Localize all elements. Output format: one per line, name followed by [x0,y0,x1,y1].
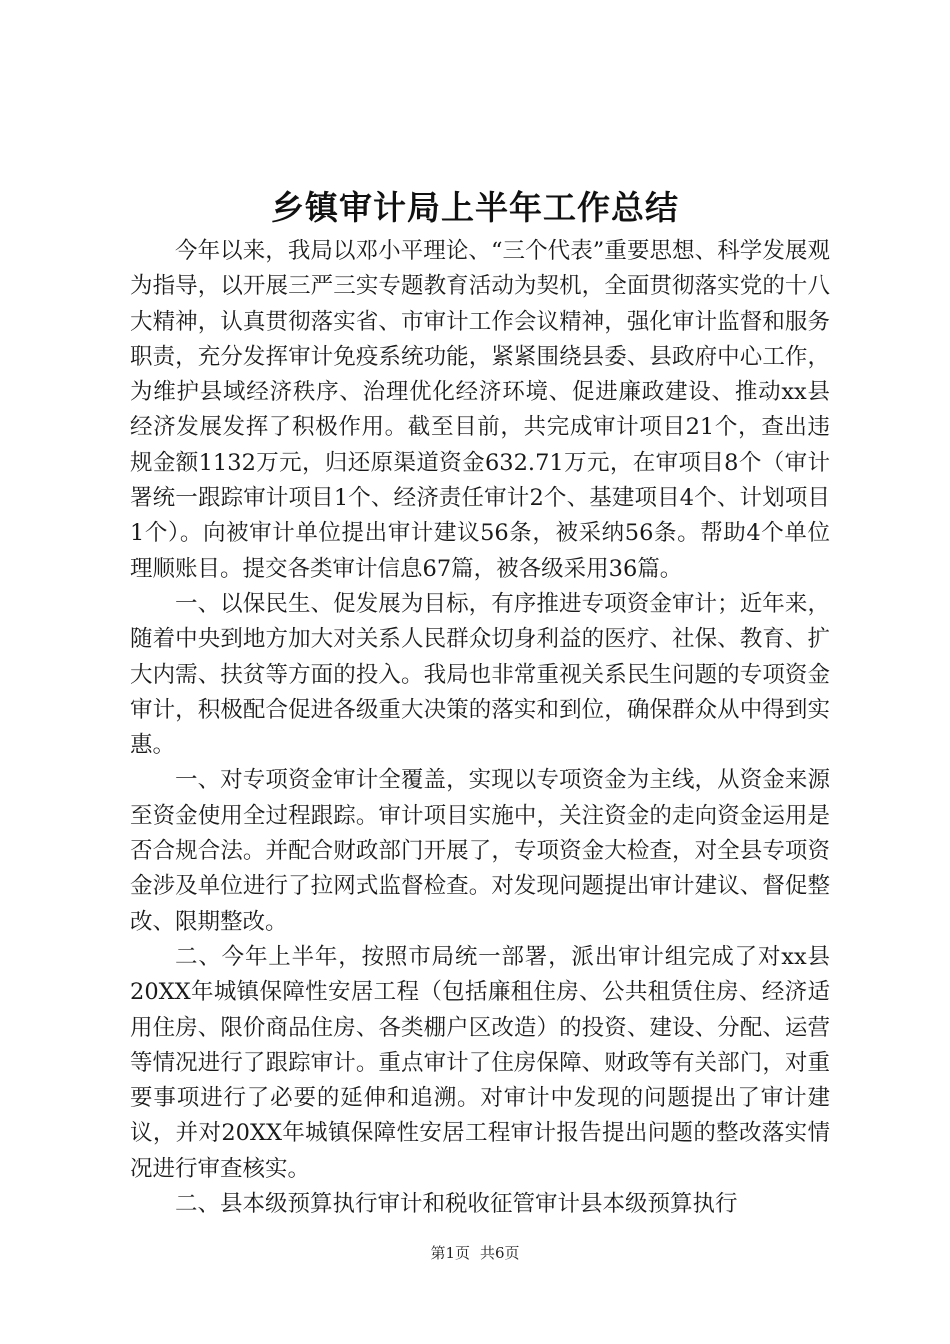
document-body [130,234,830,1222]
page-total: 共6页 [480,1244,520,1262]
paragraph-intro: 今年以来，我局以邓小平理论、“三个代表”重要思想、科学发展观为指导，以开展三严三实专题教育活动为契机，全面贯彻落实党的十八大精神，认真贯彻落实省、市审计工作会议精神，强化审计监督和服务职责，充分发挥审计免疫系统功能，紧紧围绕县委、县政府中心工作，为维护县域经济秩序、治理优化经济环境、促进廉政建设、推动xx县经济发展发挥了积极作用。截至目前，共完成审计项目21个，查出违规金额1132万元，归还原渠道资金632.71万元，在审项目8个（审计署统一跟踪审计项目1个、经济责任审计2个、基建项目4个、计划项目1个）。向被审计单位提出审计建议56条，被采纳56条。帮助4个单位理顺账目。提交各类审计信息67篇，被各级采用36篇。 [130,238,830,582]
document-title: 乡镇审计局上半年工作总结 [271,188,679,227]
page-number: 第1页 [430,1244,470,1262]
paragraph-budget-audit: 二、县本级预算执行审计和税收征管审计县本级预算执行 [175,1191,738,1218]
paragraph-special-funds: 一、对专项资金审计全覆盖，实现以专项资金为主线，从资金来源至资金使用全过程跟踪。审计项目实施中，关注资金的走向资金运用是否合规合法。并配合财政部门开展了，专项资金大检查，对全县专项资金涉及单位进行了拉网式监督检查。对发现问题提出审计建议、督促整改、限期整改。 [130,767,830,935]
paragraph-section-1: 一、以保民生、促发展为目标，有序推进专项资金审计；近年来，随着中央到地方加大对关系人民群众切身利益的医疗、社保、教育、扩大内需、扶贫等方面的投入。我局也非常重视关系民生问题的专项资金审计，积极配合促进各级重大决策的落实和到位，确保群众从中得到实惠。 [130,590,830,759]
page-footer [0,1243,950,1263]
paragraph-housing-audit: 二、今年上半年，按照市局统一部署，派出审计组完成了对xx县20XX年城镇保障性安居工程（包括廉租住房、公共租赁住房、经济适用住房、限价商品住房、各类棚户区改造）的投资、建设、分配、运营等情况进行了跟踪审计。重点审计了住房保障、财政等有关部门，对重要事项进行了必要的延伸和追溯。对审计中发现的问题提出了审计建议，并对20XX年城镇保障性安居工程审计报告提出问题的整改落实情况进行审查核实。 [130,943,830,1182]
